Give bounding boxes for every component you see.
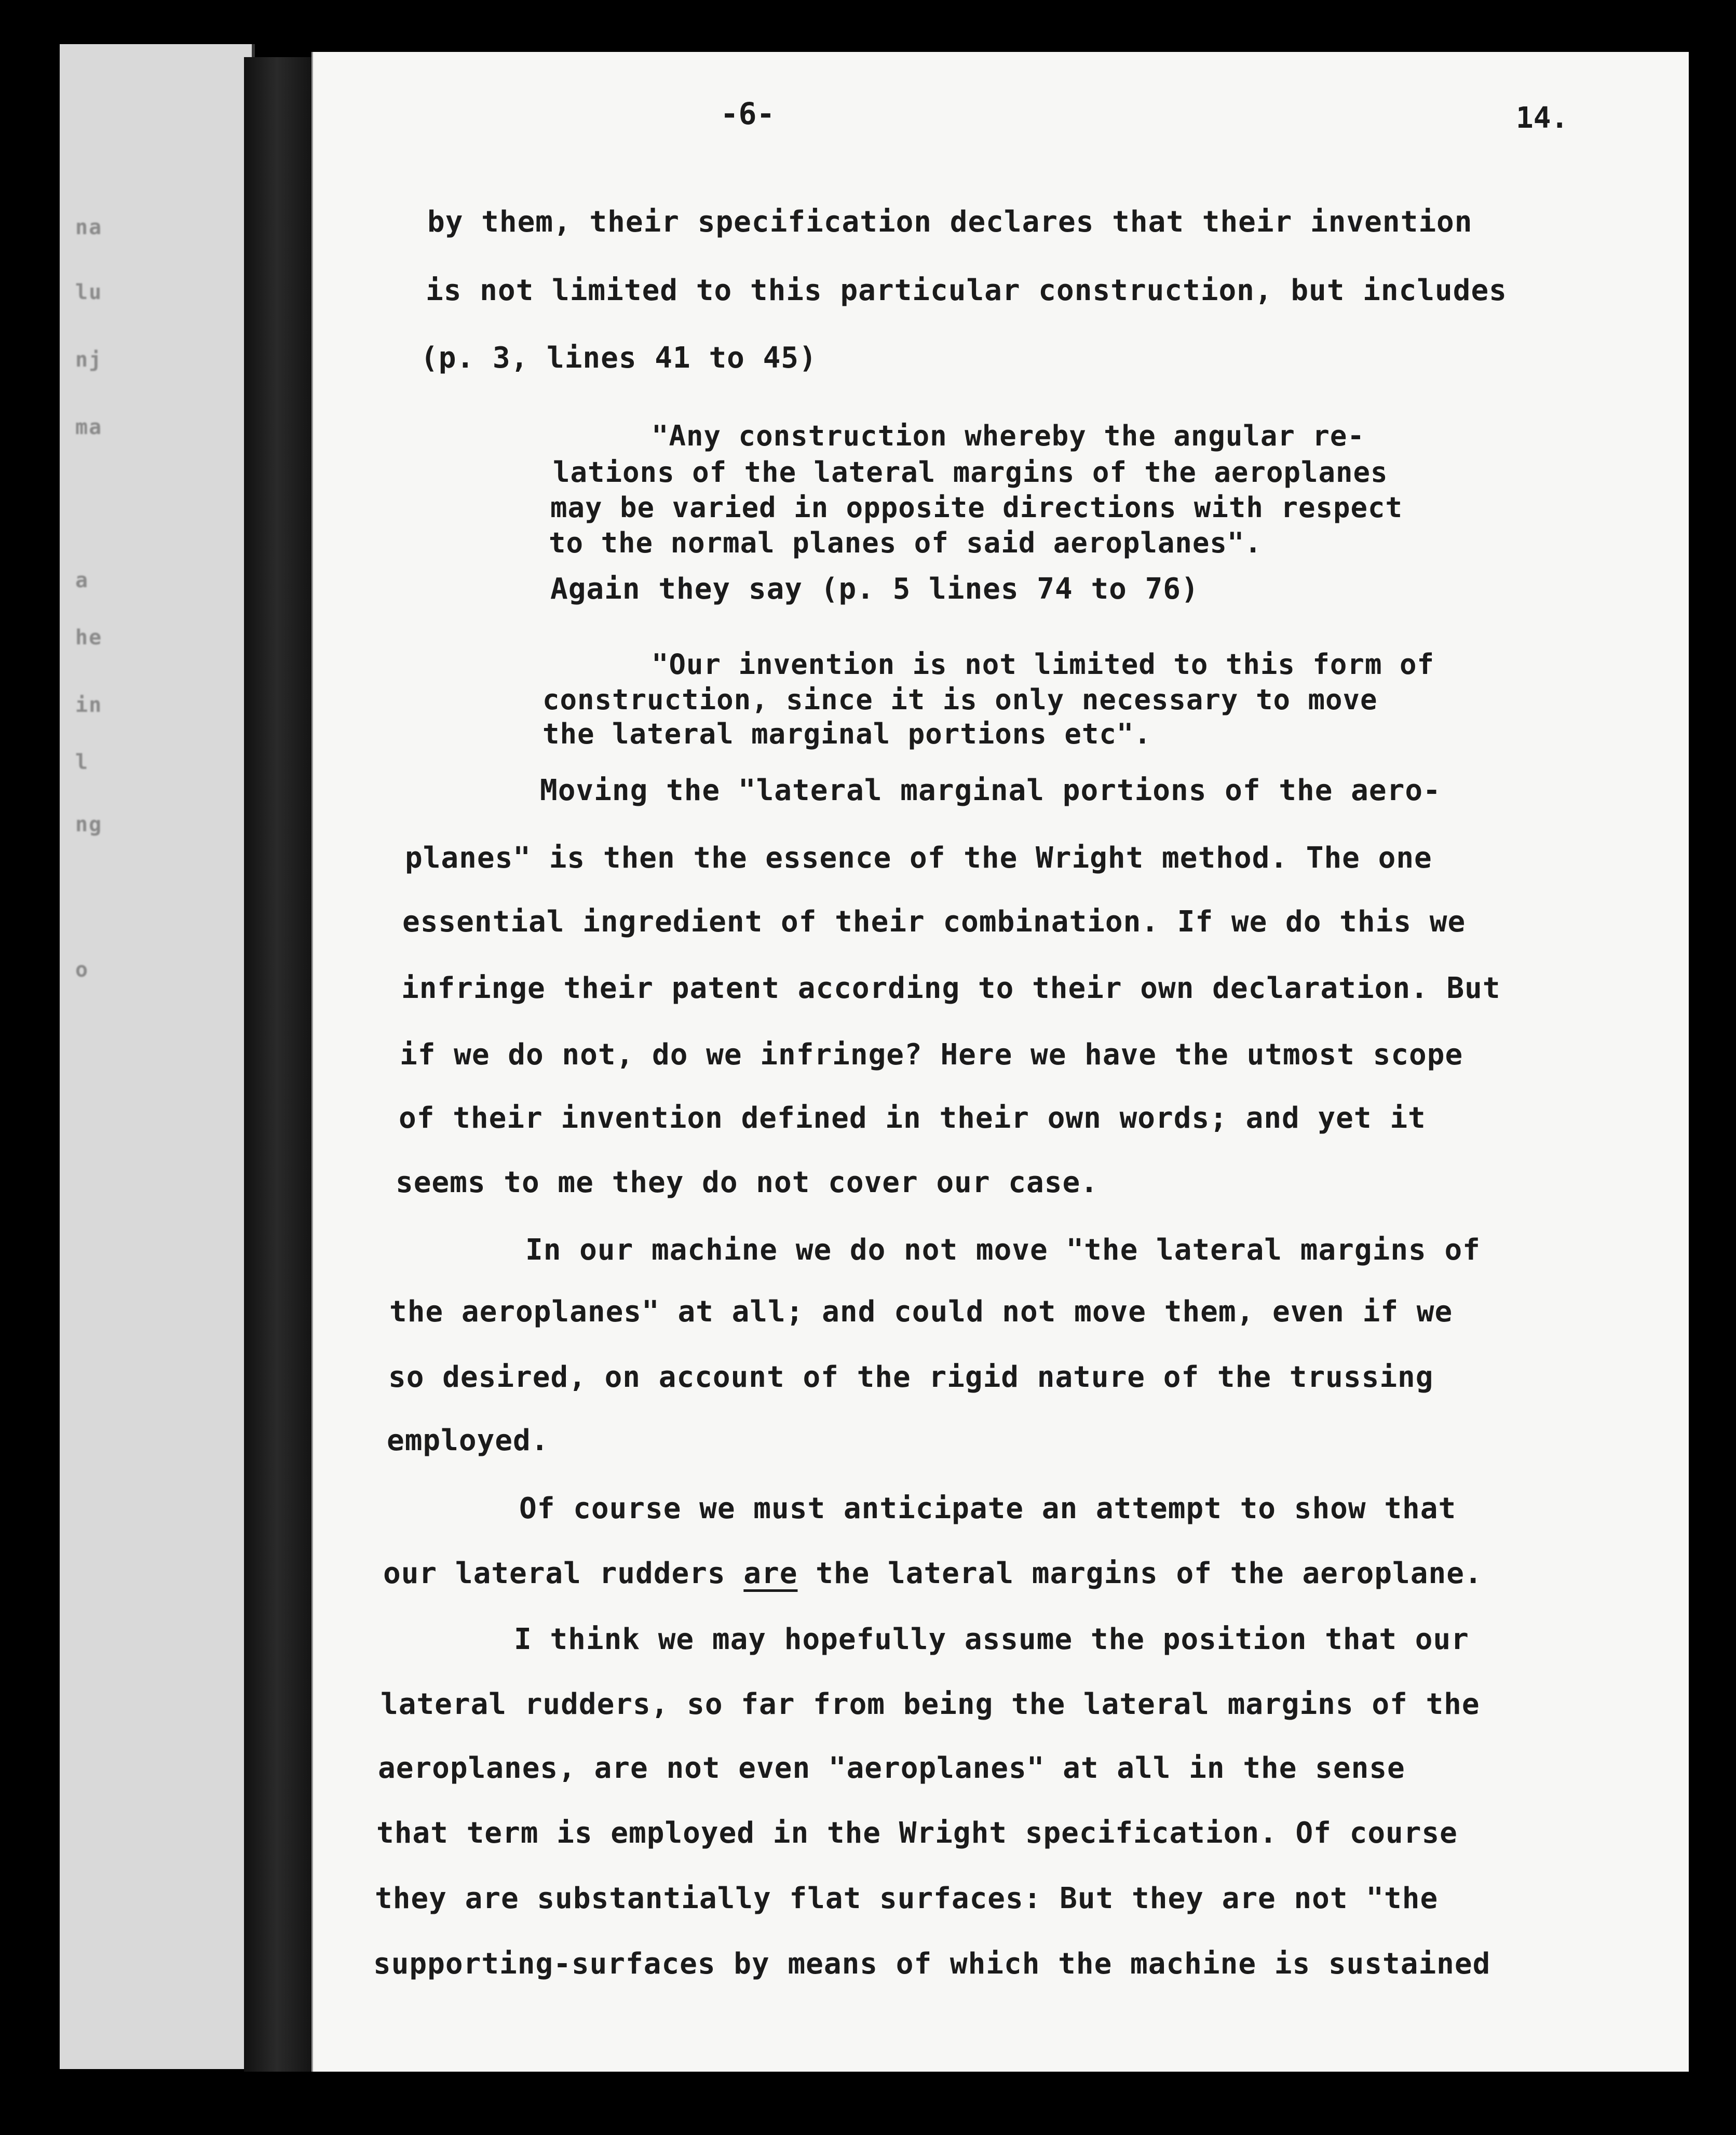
text-line: by them, their specification declares that their invention	[427, 205, 1473, 239]
bleed-text: he	[75, 626, 103, 650]
text-line	[383, 1557, 1483, 1590]
text-line: if we do not, do we infringe? Here we have the utmost scope	[400, 1038, 1463, 1072]
quote-line: lations of the lateral margins of the aeroplanes	[553, 456, 1388, 489]
text-line: supporting-surfaces by means of which the machine is sustained	[373, 1947, 1491, 1981]
text-line: is not limited to this particular construction, but includes	[426, 274, 1507, 307]
bleed-text: in	[75, 693, 103, 717]
text-line: Moving the "lateral marginal portions of the aero-	[540, 774, 1441, 807]
quote-line: construction, since it is only necessary to move	[542, 683, 1378, 716]
bleed-text: na	[75, 215, 103, 239]
underlined-word: are	[743, 1557, 798, 1590]
text-line: Again they say (p. 5 lines 74 to 76)	[550, 572, 1199, 606]
facing-page-edge	[60, 44, 255, 2069]
bleed-text: lu	[75, 280, 103, 304]
text-line-after: the lateral margins of the aeroplane.	[797, 1557, 1483, 1590]
bleed-text: l	[75, 750, 89, 774]
folio-number: 14.	[1516, 101, 1569, 135]
text-line: employed.	[387, 1424, 549, 1457]
bleed-text: o	[75, 958, 89, 982]
quote-line: may be varied in opposite directions with respect	[550, 491, 1403, 524]
text-line: that term is employed in the Wright specification. Of course	[376, 1816, 1458, 1850]
text-line: they are substantially flat surfaces: But they are not "the	[375, 1882, 1439, 1915]
bleed-text: a	[75, 569, 89, 592]
text-line: seems to me they do not cover our case.	[396, 1166, 1098, 1199]
text-line: so desired, on account of the rigid nature of the trussing	[388, 1360, 1434, 1394]
bleed-text: nj	[75, 348, 103, 372]
text-line: In our machine we do not move "the lateral margins of	[525, 1233, 1481, 1267]
bleed-text: ma	[75, 415, 103, 439]
quote-line: "Any construction whereby the angular re-	[652, 420, 1365, 452]
text-line-before: our lateral rudders	[383, 1557, 744, 1590]
text-line: the aeroplanes" at all; and could not move them, even if we	[389, 1295, 1453, 1329]
text-line: lateral rudders, so far from being the lateral margins of the	[381, 1687, 1480, 1721]
quote-line: "Our invention is not limited to this form of	[652, 648, 1434, 681]
bleed-text: ng	[75, 813, 103, 836]
text-line: I think we may hopefully assume the position that our	[514, 1623, 1469, 1656]
text-line: infringe their patent according to their own declaration. But	[401, 971, 1501, 1005]
page-number: -6-	[720, 96, 775, 131]
book-gutter	[244, 57, 317, 2072]
text-line: essential ingredient of their combination. If we do this we	[402, 905, 1466, 939]
text-line: aeroplanes, are not even "aeroplanes" at all in the sense	[378, 1751, 1405, 1785]
text-line: of their invention defined in their own words; and yet it	[399, 1101, 1426, 1135]
quote-line: to the normal planes of said aeroplanes".	[549, 526, 1262, 559]
text-line: planes" is then the essence of the Wright method. The one	[405, 841, 1432, 875]
text-line: (p. 3, lines 41 to 45)	[421, 341, 817, 375]
quote-line: the lateral marginal portions etc".	[542, 718, 1151, 750]
text-line: Of course we must anticipate an attempt to show that	[519, 1492, 1457, 1525]
